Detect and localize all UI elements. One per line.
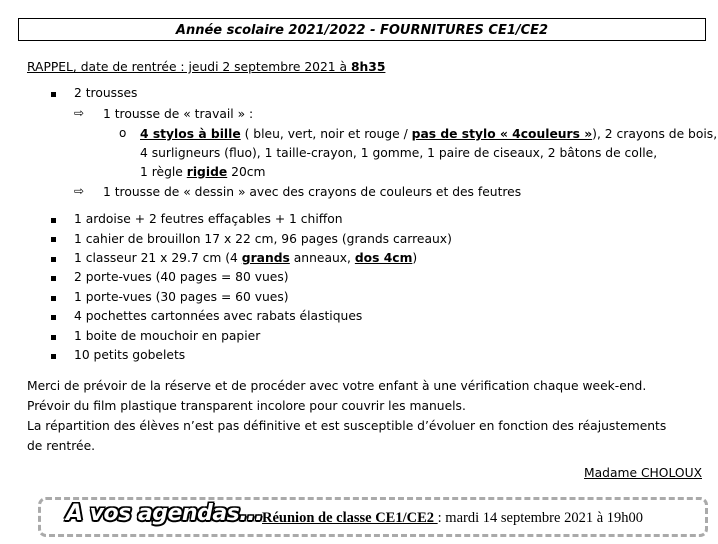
arrow-icon: ⇨ bbox=[74, 106, 85, 120]
list-item: 1 ardoise + 2 feutres effaçables + 1 chiffon bbox=[74, 212, 343, 226]
agenda-meeting bbox=[262, 510, 643, 527]
stylos-warning: pas de stylo « 4couleurs » bbox=[411, 127, 593, 141]
bullet-icon bbox=[51, 315, 56, 320]
list-item: 4 surligneurs (fluo), 1 taille-crayon, 1 gomme, 1 paire de ciseaux, 2 bâtons de colle, bbox=[140, 146, 658, 160]
rappel-time: 8h35 bbox=[350, 60, 386, 74]
list-item: 2 porte-vues (40 pages = 80 vues) bbox=[74, 270, 289, 284]
stylos-text: ( bleu, vert, noir et rouge / bbox=[240, 127, 412, 141]
bullet-icon bbox=[51, 237, 56, 242]
list-item bbox=[140, 165, 266, 179]
paragraph: de rentrée. bbox=[27, 439, 96, 453]
classeur-dos: dos 4cm bbox=[354, 251, 413, 265]
list-item: 1 cahier de brouillon 17 x 22 cm, 96 pages (grands carreaux) bbox=[74, 232, 452, 246]
page-title: Année scolaire 2021/2022 - FOURNITURES CE1/CE2 bbox=[18, 18, 706, 41]
list-item: 1 trousse de « dessin » avec des crayons de couleurs et des feutres bbox=[103, 185, 522, 199]
regle-text-end: 20cm bbox=[227, 165, 266, 179]
list-item: 1 porte-vues (30 pages = 60 vues) bbox=[74, 290, 289, 304]
signature: Madame CHOLOUX bbox=[584, 466, 702, 480]
agenda-detail: : mardi 14 septembre 2021 à 19h00 bbox=[437, 510, 644, 526]
classeur-text-mid: anneaux, bbox=[289, 251, 355, 265]
classeur-grands: grands bbox=[241, 251, 290, 265]
rappel-line bbox=[27, 60, 385, 74]
rappel-text: RAPPEL, date de rentrée : jeudi 2 septembre 2021 à bbox=[27, 60, 351, 74]
bullet-icon bbox=[51, 257, 56, 262]
stylos-text-end: ), 2 crayons de bois, bbox=[592, 127, 718, 141]
list-item: 1 trousse de « travail » : bbox=[103, 107, 254, 121]
list-item: 10 petits gobelets bbox=[74, 348, 186, 362]
stylos-bold: 4 stylos à bille bbox=[140, 127, 241, 141]
paragraph: Prévoir du film plastique transparent incolore pour couvrir les manuels. bbox=[27, 399, 466, 413]
classeur-text: 1 classeur 21 x 29.7 cm (4 bbox=[74, 251, 242, 265]
list-item bbox=[74, 251, 417, 265]
regle-bold: rigide bbox=[186, 165, 228, 179]
bullet-icon bbox=[51, 296, 56, 301]
bullet-icon bbox=[51, 335, 56, 340]
paragraph: Merci de prévoir de la réserve et de procéder avec votre enfant à une vérification chaque week-end. bbox=[27, 379, 647, 393]
paragraph: La répartition des élèves n’est pas définitive et est susceptible d’évoluer en fonction des réajustements bbox=[27, 419, 667, 433]
bullet-icon bbox=[51, 92, 56, 97]
list-item: 2 trousses bbox=[74, 86, 138, 100]
regle-text: 1 règle bbox=[140, 165, 187, 179]
agenda-title: A vos agendas... bbox=[66, 501, 263, 526]
list-item: 4 pochettes cartonnées avec rabats élastiques bbox=[74, 309, 363, 323]
bullet-icon bbox=[51, 276, 56, 281]
list-item bbox=[140, 127, 717, 141]
agenda-label: Réunion de classe CE1/CE2 bbox=[262, 510, 438, 526]
arrow-icon: ⇨ bbox=[74, 184, 85, 198]
classeur-text-end: ) bbox=[412, 251, 418, 265]
bullet-icon bbox=[51, 354, 56, 359]
list-item: 1 boite de mouchoir en papier bbox=[74, 329, 261, 343]
bullet-icon bbox=[51, 218, 56, 223]
circle-bullet-icon: o bbox=[119, 126, 127, 140]
